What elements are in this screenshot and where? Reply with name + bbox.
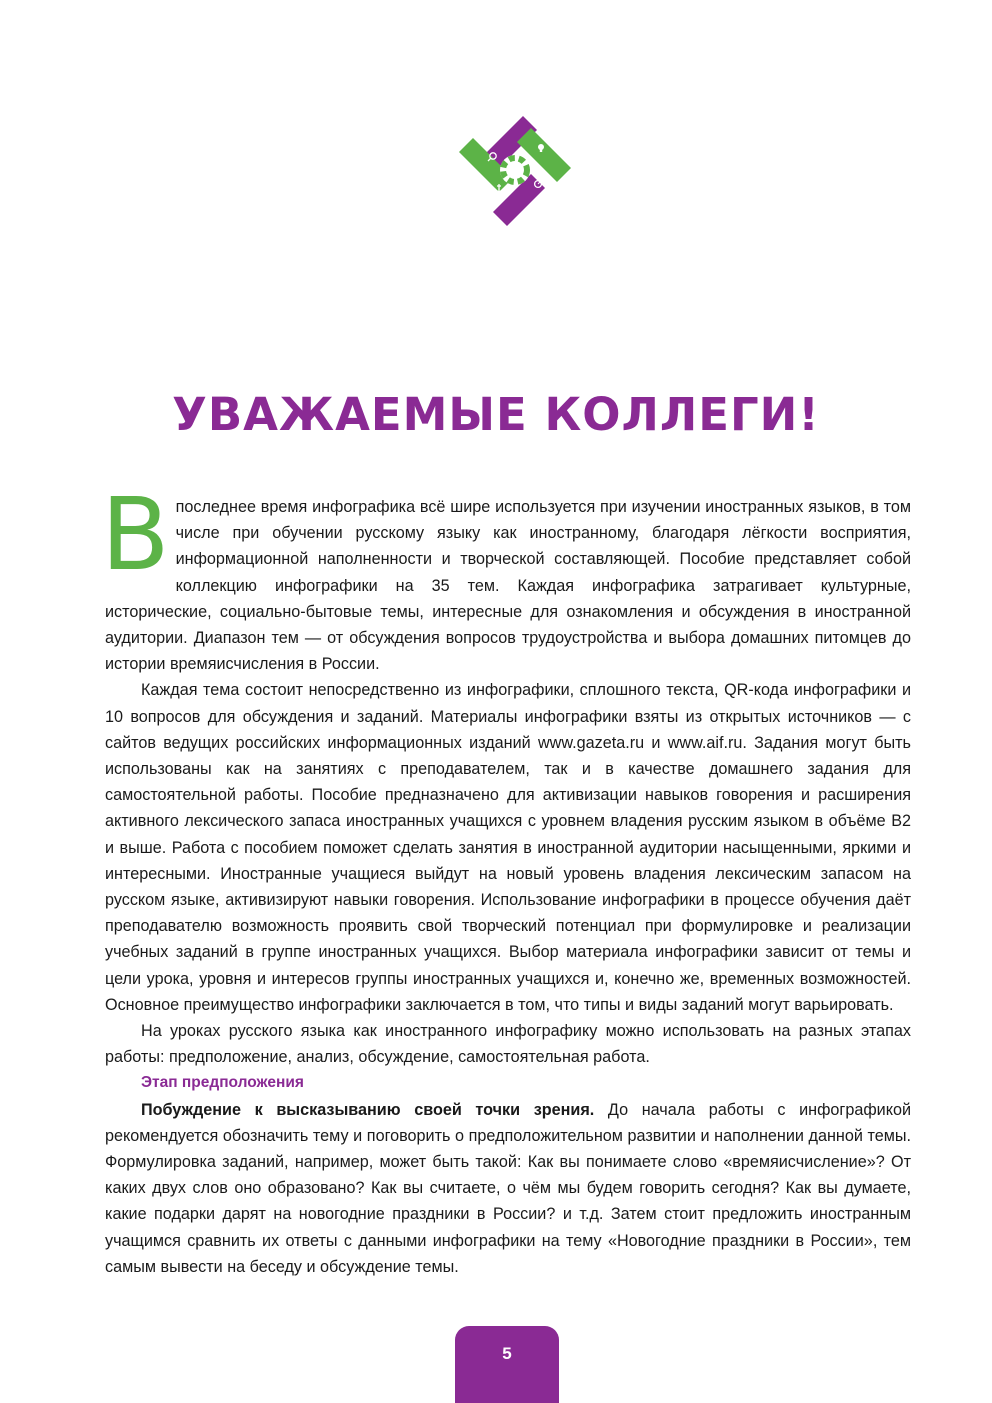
paragraph-structure: Каждая тема состоит непосредственно из инфографики, сплошного текста, QR-кода инфографики и 10 вопросов для обсуждения и заданий. Материалы инфографики взяты из открытых источников — с сайтов ведущих российских информационных изданий www.gazeta.ru и www.aif.ru. Задания могут быть использованы как на занятиях с преподавателем, так и в качестве домашнего задания для самостоятельной работы. Пособие предназначено для активизации навыков говорения и расширения активного лексического запаса иностранных учащихся с уровнем владения русским языком в объёме B2 и выше. Работа с пособием поможет сделать занятия в иностранной аудитории насыщенными, яркими и интересными. Иностранные учащиеся выйдут на новый уровень владения лексическим запасом на русском языке, активизируют навыки говорения. Использование инфографики в процессе обучения даёт преподавателю возможность проявить свой творческий потенциал при формулировке и реализации учебных заданий в группе иностранных учащихся. Выбор материала инфографики зависит от темы и цели урока, уровня и интересов группы иностранных учащихся и, конечно же, временных возможностей. Основное преимущество инфографики заключается в том, что типы и виды заданий могут варьировать. xyxy=(105,681,911,1014)
paragraph-stages: На уроках русского языка как иностранного инфографику можно использовать на разных этапах работы: предположение, анализ, обсуждение, самостоятельная работа. xyxy=(105,1022,911,1067)
lifebuoy-icon xyxy=(500,155,530,185)
paragraph-lead: Побуждение к высказыванию своей точки зрения. xyxy=(141,1100,595,1119)
body-text xyxy=(101,476,911,1280)
paragraph-intro-text: последнее время инфографика всё шире используется при изучении иностранных языков, в том числе при обучении русскому языку как иностранному, благодаря лёгкости восприятия, информационной наполненности и творческой составляющей. Пособие представляет собой коллекцию инфографики на 35 тем. Каждая инфографика затрагивает культурные, исторические, социально-бытовые темы, интересные для ознакомления и обсуждения в иностранной аудитории. Диапазон тем — от обсуждения вопросов трудоустройства и выбора домашних питомцев до истории времяисчисления в России. xyxy=(105,498,911,674)
stage-heading: Этап предположения xyxy=(141,1074,304,1092)
drop-cap: В xyxy=(101,476,170,593)
page-number-tab xyxy=(455,1326,559,1403)
paragraph-stage-text: До начала работы с инфографикой рекомендуется обозначить тему и поговорить о предположительном развитии и наполнении данной темы. Формулировка заданий, например, может быть такой: Как вы понимаете слово «времяисчисление»? От каких двух слов оно образовано? Как вы считаете, о чём мы будем говорить сегодня? Как вы думаете, какие подарки дарят на новогодние праздники в России? и т.д. Затем стоит предложить иностранным учащимся сравнить их ответы с данными инфографики на тему «Новогодние праздники в России», тем самым вывести на беседу и обсуждение темы. xyxy=(105,1100,911,1276)
page-title: УВАЖАЕМЫЕ КОЛЛЕГИ! xyxy=(172,388,820,441)
logo xyxy=(455,112,575,230)
page-number: 5 xyxy=(502,1344,512,1363)
paragraph-stage-intro xyxy=(105,1097,911,1280)
paragraph-intro xyxy=(101,476,911,677)
